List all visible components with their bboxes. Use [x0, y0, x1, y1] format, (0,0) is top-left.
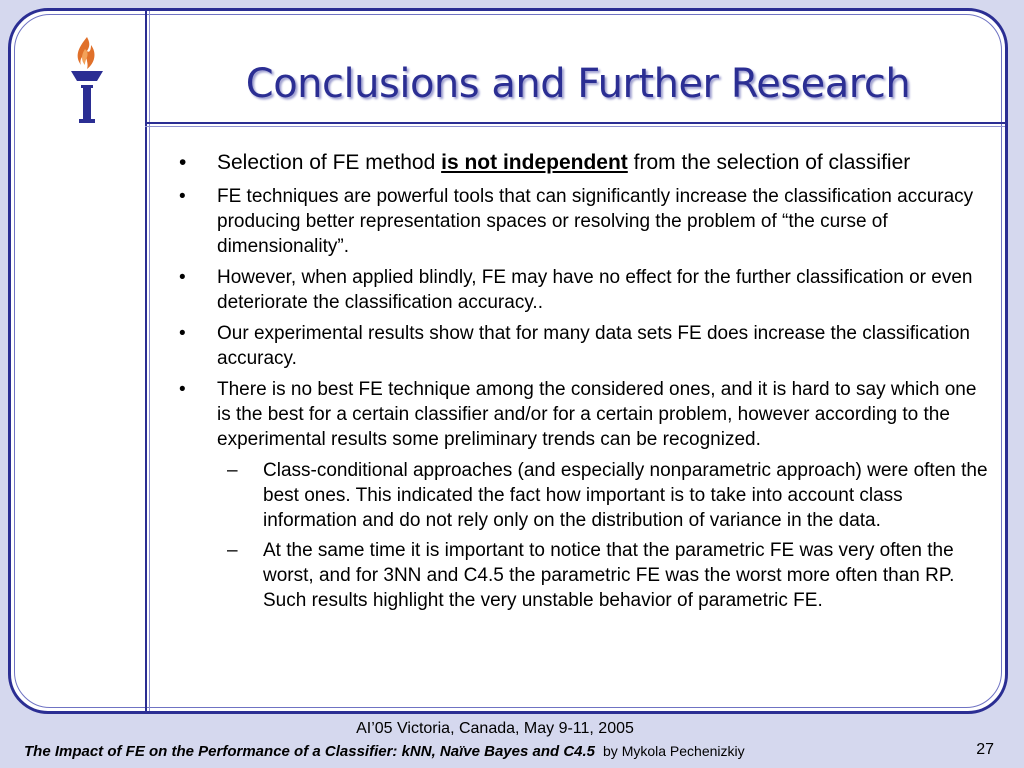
bullet-text: Our experimental results show that for many data sets FE does increase the classification accuracy.	[217, 323, 970, 369]
bullet-icon: •	[179, 379, 186, 400]
sub-bullet-item	[173, 538, 993, 613]
bullet-text: However, when applied blindly, FE may have no effect for the further classification or even deteriorate the classification accuracy..	[217, 267, 973, 313]
footer-author: by Mykola Pechenizkiy	[603, 743, 745, 759]
page-number: 27	[976, 741, 994, 758]
bullet-item	[173, 184, 993, 259]
slide-frame	[8, 8, 1008, 714]
bullet-text-emphasis: is not independent	[441, 151, 628, 174]
vertical-divider-thin	[149, 11, 150, 711]
sub-bullet-text: Class-conditional approaches (and especially nonparametric approach) were often the best ones. This indicated the fact how important is to take into account class information and do not rely only on the distribution of variance in the data.	[263, 460, 988, 531]
horizontal-divider-thin	[145, 126, 1005, 127]
bullet-item	[173, 321, 993, 371]
dash-icon: –	[227, 540, 238, 561]
sub-bullet-item	[173, 458, 993, 533]
footer-paper-info	[24, 743, 745, 760]
bullet-icon: •	[179, 323, 186, 344]
footer-paper-title: The Impact of FE on the Performance of a Classifier: kNN, Naïve Bayes and C4.5	[24, 743, 596, 760]
vertical-divider	[145, 11, 147, 711]
slide-title: Conclusions and Further Research	[245, 61, 911, 107]
bullet-icon: •	[179, 151, 187, 174]
slide-content	[173, 149, 993, 618]
footer-conference: AI’05 Victoria, Canada, May 9-11, 2005	[356, 720, 634, 737]
bullet-item	[173, 149, 993, 176]
dash-icon: –	[227, 460, 238, 481]
horizontal-divider	[145, 122, 1005, 124]
bullet-icon: •	[179, 267, 186, 288]
bullet-text-post: from the selection of classifier	[627, 151, 911, 174]
bullet-item	[173, 265, 993, 315]
bullet-icon: •	[179, 186, 186, 207]
sub-bullet-text: At the same time it is important to notice that the parametric FE was very often the worst, and for 3NN and C4.5 the parametric FE was the worst more often than RP. Such results highlight the very unstable behavior of parametric FE.	[263, 540, 955, 611]
bullet-item	[173, 377, 993, 452]
bullet-text: FE techniques are powerful tools that can significantly increase the classification accuracy producing better representation spaces or resolving the problem of “the curse of dimensionality”.	[217, 186, 974, 257]
bullet-text-pre: Selection of FE method	[217, 151, 442, 174]
bullet-text: There is no best FE technique among the considered ones, and it is hard to say which one is the best for a certain classifier and/or for a certain problem, however according to the experimental results some preliminary trends can be recognized.	[217, 379, 977, 450]
torch-logo-icon	[67, 35, 107, 127]
